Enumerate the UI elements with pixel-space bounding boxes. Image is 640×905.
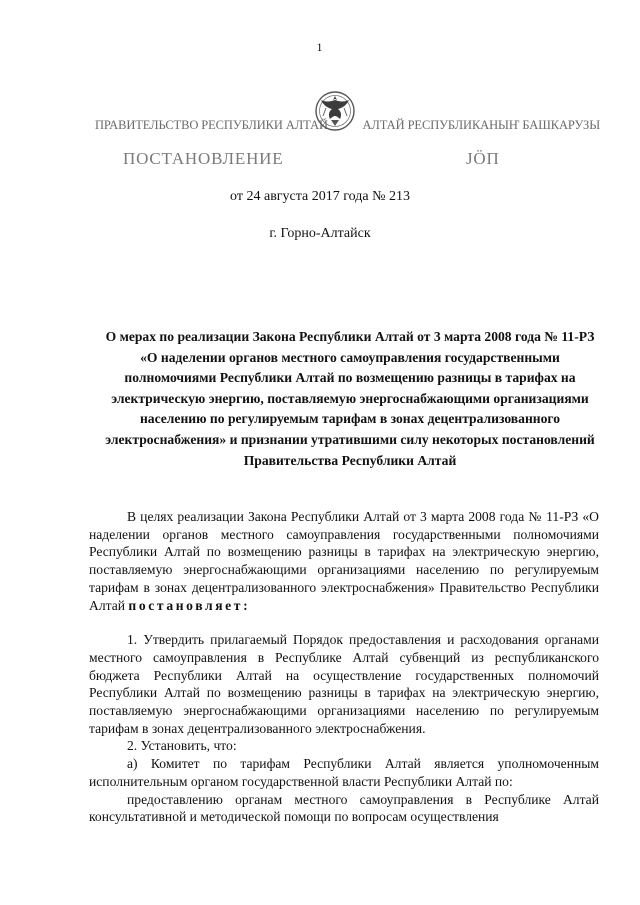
document-date: от 24 августа 2017 года № 213 xyxy=(230,189,410,204)
doc-type-russian: ПОСТАНОВЛЕНИЕ xyxy=(123,149,284,168)
doc-type-altai: JÖП xyxy=(466,149,500,168)
item-2a-text-paragraph: предоставлению органам местного самоуправления в Республике Алтай консультативной и методической помощи по вопросам осуществления xyxy=(89,791,599,825)
intro-text: В целях реализации Закона Республики Алтай от 3 марта 2008 года № 11-РЗ «О наделении органов местного самоуправления государственными полномочиями Республики Алтай по возмещению разницы в тарифах на электрическую энергию, поставляемую энергоснабжающими организациями населению по регулируемым тарифам в зонах децентрализованного электроснабжения» Правительство Республики Алтай xyxy=(89,509,599,613)
document-city: г. Горно-Алтайск xyxy=(269,226,371,241)
coat-of-arms-icon xyxy=(314,88,356,132)
government-name-altai: АЛТАЙ РЕСПУБЛИКАНЫҤ БАШКАРУЗЫ xyxy=(362,118,600,132)
page-number: 1 xyxy=(316,40,324,54)
decree-word: постановляет: xyxy=(128,597,251,613)
item-1-paragraph: 1. Утвердить прилагаемый Порядок предоставления и расходования органами местного самоуправления в Республике Алтай субвенций из республиканского бюджета Республики Алтай на осуществление государственных полномочий Республики Алтай по возмещению разницы в тарифах на электрическую энергию, поставляемую энергоснабжающими организациями населению по регулируемым тарифам в зонах децентрализованного электроснабжения. xyxy=(89,632,599,736)
item-2-paragraph: 2. Установить, что: xyxy=(127,738,237,754)
document-body xyxy=(89,508,599,826)
document-title: О мерах по реализации Закона Республики Алтай от 3 марта 2008 года № 11-РЗ «О наделении органов местного самоуправления государственными полномочиями Республики Алтай по возмещению разницы в тарифах на электрическую энергию, поставляемую энергоснабжающими организациями населению по регулируемым тарифам в зонах децентрализованного электроснабжения» и признании утратившими силу некоторых постановлений Правительства Республики Алтай xyxy=(105,329,595,468)
government-name-russian: ПРАВИТЕЛЬСТВО РЕСПУБЛИКИ АЛТАЙ xyxy=(95,118,328,132)
item-2a-paragraph: а) Комитет по тарифам Республики Алтай является уполномоченным исполнительным органом государственной власти Республики Алтай по: xyxy=(89,756,599,789)
intro-paragraph xyxy=(89,508,599,614)
